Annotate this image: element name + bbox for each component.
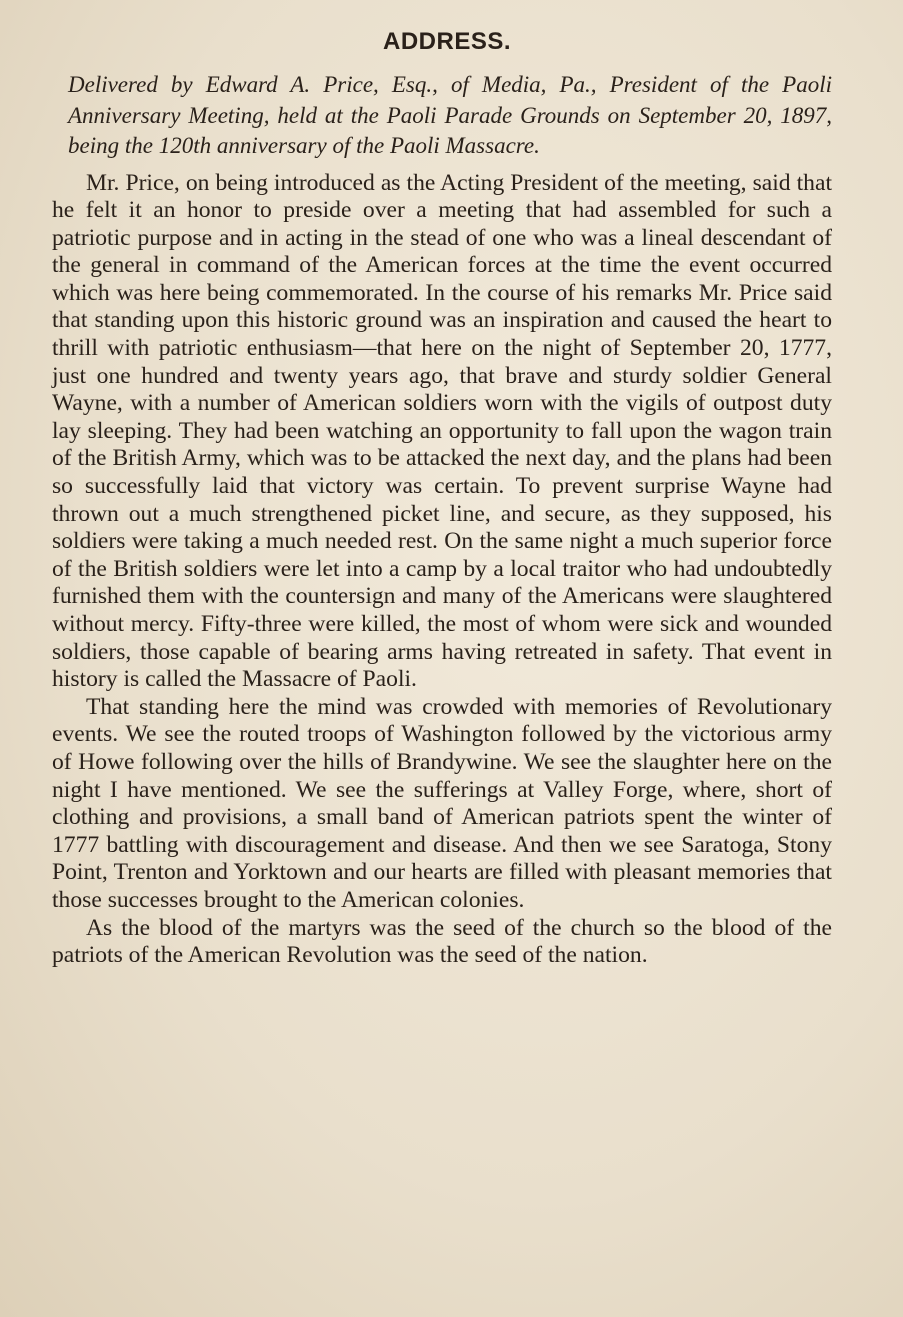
address-subtitle: Delivered by Edward A. Price, Esq., of Media, Pa., President of the Paoli Anniversary Meeting, held at the Paoli Parade Grounds on September 20, 1897, being the 120th anniversary of the Paoli Massacre. bbox=[68, 72, 832, 158]
paragraph-2: That standing here the mind was crowded with memories of Revolutionary events. We see the routed troops of Washington followed by the victorious army of Howe following over the hills of Brandywine. We see the slaughter here on the night I have mentioned. We see the sufferings at Valley Forge, where, short of clothing and provisions, a small band of American patriots spent the winter of 1777 battling with discouragement and disease. And then we see Saratoga, Stony Point, Trenton and Yorktown and our hearts are filled with pleasant memories that those successes brought to the American colonies. bbox=[52, 693, 832, 913]
document-page bbox=[52, 28, 832, 1308]
paragraph-1: Mr. Price, on being introduced as the Acting President of the meeting, said that he felt it an honor to preside over a meeting that had assembled for such a patriotic purpose and in acting in the stead of one who was a lineal descendant of the general in command of the American forces at the time the event occurred which was here being commemorated. In the course of his remarks Mr. Price said that standing upon this historic ground was an inspiration and caused the heart to thrill with patriotic enthusiasm—that here on the night of September 20, 1777, just one hundred and twenty years ago, that brave and sturdy soldier General Wayne, with a number of American soldiers worn with the vigils of outpost duty lay sleeping. They had been watching an opportunity to fall upon the wagon train of the British Army, which was to be attacked the next day, and the plans had been so successfully laid that victory was certain. To prevent surprise Wayne had thrown out a much strengthened picket line, and secure, as they supposed, his soldiers were taking a much needed rest. On the same night a much superior force of the British soldiers were let into a camp by a local traitor who had undoubtedly furnished them with the countersign and many of the Americans were slaughtered without mercy. Fifty-three were killed, the most of whom were sick and wounded soldiers, those capable of bearing arms having retreated in safety. That event in history is called the Massacre of Paoli. bbox=[52, 169, 832, 693]
paragraph-3: As the blood of the martyrs was the seed of the church so the blood of the patriots of the American Revolution was the seed of the nation. bbox=[52, 914, 832, 969]
page-title: ADDRESS. bbox=[382, 28, 512, 55]
